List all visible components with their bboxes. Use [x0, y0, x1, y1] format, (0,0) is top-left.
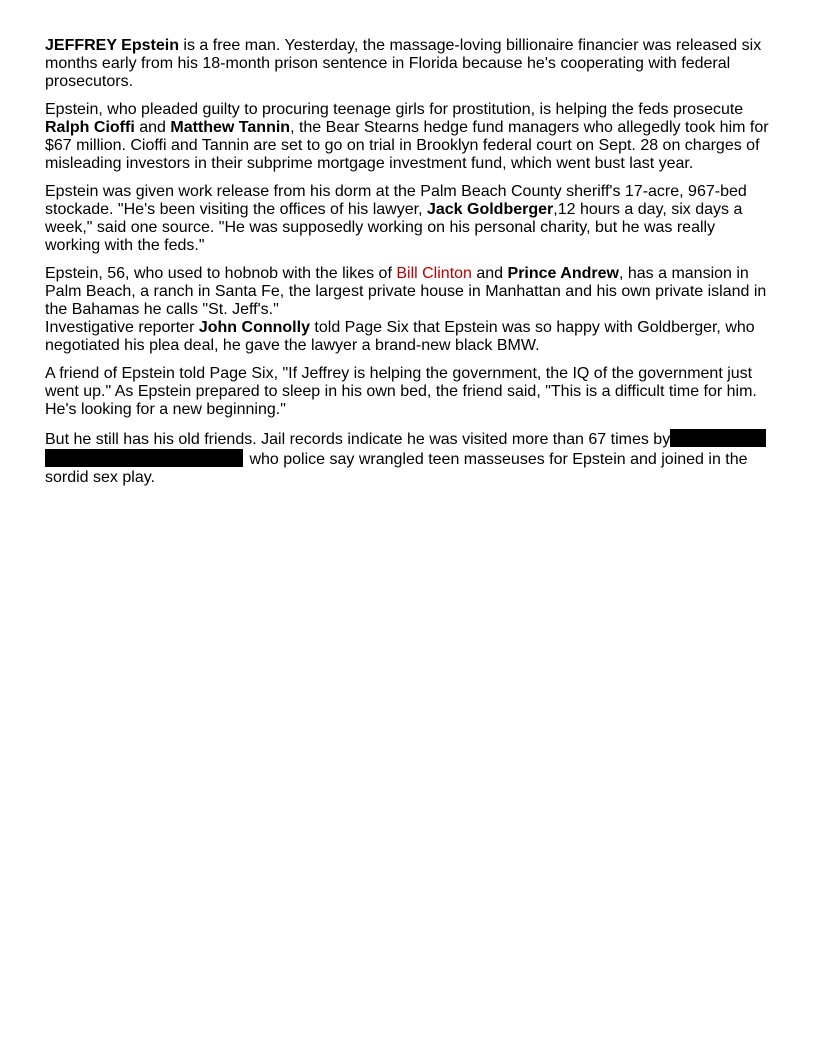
paragraph-text: and	[134, 119, 171, 136]
paragraph-text: Epstein, who pleaded guilty to procuring teenage girls for prostitution, is helping the feds prosecute	[45, 101, 744, 118]
redaction-block	[670, 429, 766, 447]
person-name-matthew-tannin: Matthew Tannin	[170, 119, 291, 136]
paragraph-text: A friend of Epstein told Page Six, "If Jeffrey is helping the government, the IQ of the government just went up." As Epstein prepared to sleep in his own bed, the friend said, "This is a difficult time for him. He's looking for a new beginning."	[45, 365, 757, 418]
paragraph-3	[45, 183, 773, 255]
paragraph-4	[45, 265, 773, 319]
paragraph-text: who police say wrangled teen masseuses for Epstein and joined in the sordid sex play.	[45, 451, 748, 486]
paragraph-text: , has a mansion in Palm Beach, a ranch in Santa Fe, the largest private house in Manhattan and his own private island in the Bahamas he calls "St. Jeff's."	[45, 265, 767, 318]
paragraph-2	[45, 101, 773, 173]
paragraph-5	[45, 319, 773, 355]
person-name-jeffrey-epstein: JEFFREY Epstein	[45, 37, 179, 54]
paragraph-text: and	[471, 265, 508, 282]
article-body	[45, 37, 773, 497]
paragraph-7	[45, 429, 773, 487]
paragraph-text: Investigative reporter	[45, 319, 199, 336]
redaction-block	[45, 449, 243, 467]
person-name-jack-goldberger: Jack Goldberger	[426, 201, 554, 218]
paragraph-text: is a free man. Yesterday, the massage-loving billionaire financier was released six months early from his 18-month prison sentence in Florida because he's cooperating with federal prosecutors.	[45, 37, 762, 90]
person-name-ralph-cioffi: Ralph Cioffi	[45, 119, 135, 136]
person-name-john-connolly: John Connolly	[198, 319, 310, 336]
link-bill-clinton[interactable]: Bill Clinton	[396, 265, 472, 282]
person-name-prince-andrew: Prince Andrew	[507, 265, 619, 282]
paragraph-text: told Page Six that Epstein was so happy with Goldberger, who negotiated his plea deal, he gave the lawyer a brand-new black BMW.	[45, 319, 755, 354]
paragraph-6	[45, 365, 773, 419]
paragraph-text: Epstein, 56, who used to hobnob with the likes of	[45, 265, 397, 282]
paragraph-1	[45, 37, 773, 91]
paragraph-text: , the Bear Stearns hedge fund managers who allegedly took him for $67 million. Cioffi and Tannin are set to go on trial in Brooklyn federal court on Sept. 28 on charges of misleading investors in their subprime mortgage investment fund, which went bust last year.	[45, 119, 769, 172]
paragraph-text: Epstein was given work release from his dorm at the Palm Beach County sheriff's 17-acre, 967-bed stockade. "He's been visiting the offices of his lawyer,	[45, 183, 747, 218]
paragraph-text: ,12 hours a day, six days a week," said one source. "He was supposedly working on his personal charity, but he was really working with the feds."	[45, 201, 743, 254]
paragraph-text: But he still has his old friends. Jail records indicate he was visited more than 67 times by	[45, 431, 671, 448]
